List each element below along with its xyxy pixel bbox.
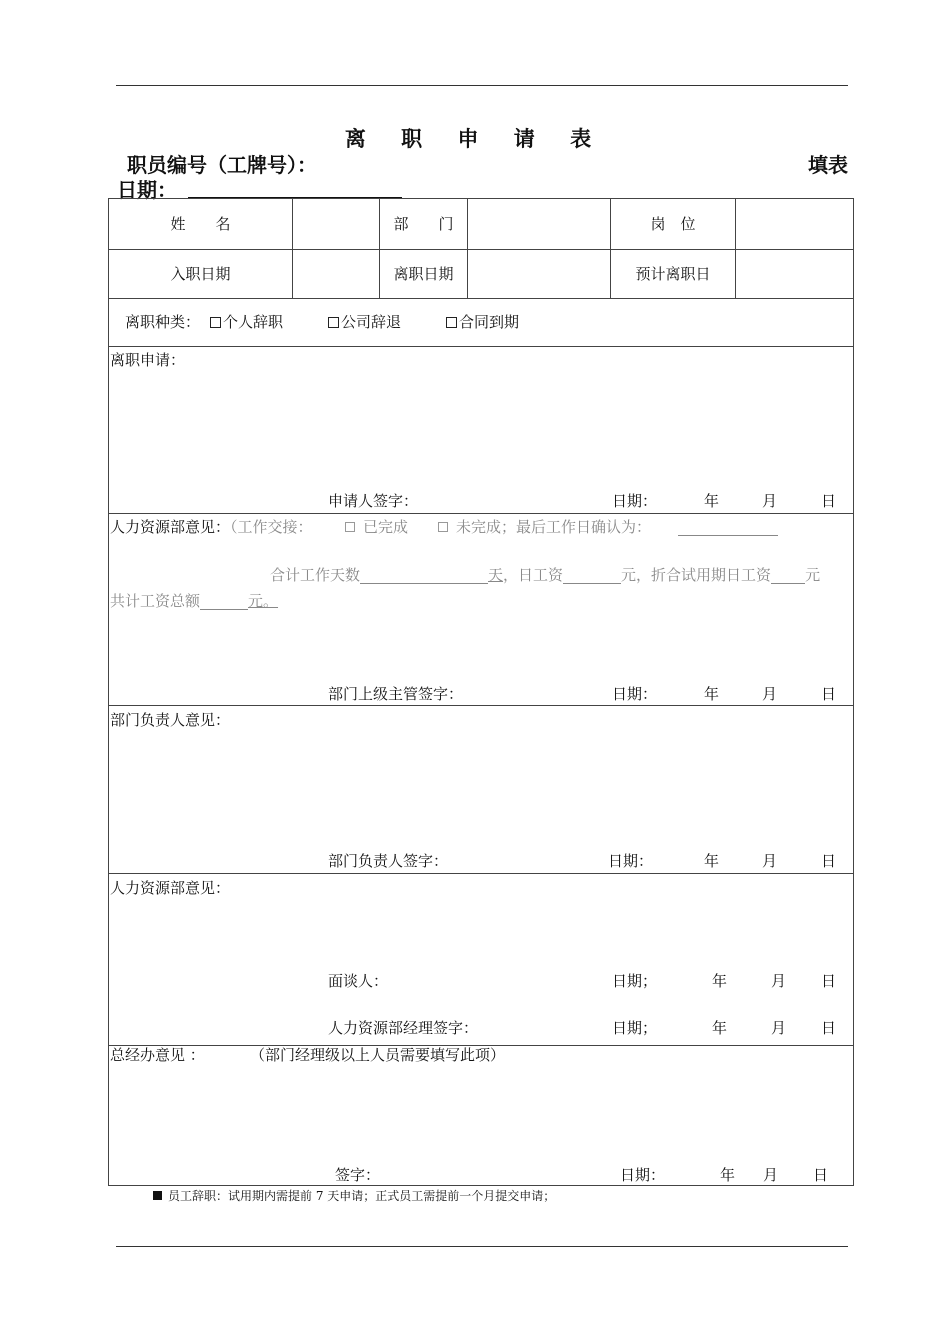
month-label: 月 bbox=[763, 1166, 779, 1184]
leave-type-label: 离职种类： bbox=[125, 313, 201, 331]
supervisor-sign-label: 部门上级主管签字： bbox=[328, 685, 464, 703]
date-label: 日期： bbox=[608, 852, 654, 870]
fill-date-label-part2: 日期： bbox=[117, 178, 177, 202]
handover-not-done-option[interactable]: 未完成；最后工作日确认为： bbox=[438, 518, 651, 536]
gm-opinion-note: （部门经理级以上人员需要填写此项） bbox=[250, 1046, 506, 1064]
application-field[interactable] bbox=[110, 370, 852, 490]
row-divider bbox=[108, 705, 854, 706]
checkbox-icon[interactable] bbox=[446, 317, 457, 328]
dept-head-field[interactable] bbox=[110, 730, 852, 845]
employee-no-label: 职员编号（工牌号）： bbox=[127, 153, 317, 177]
date-label: 日期： bbox=[612, 492, 658, 510]
date-label: 日期； bbox=[612, 972, 658, 990]
year-label: 年 bbox=[704, 492, 720, 510]
month-label: 月 bbox=[762, 685, 778, 703]
year-label: 年 bbox=[712, 1019, 728, 1037]
year-label: 年 bbox=[720, 1166, 736, 1184]
checkbox-icon[interactable] bbox=[328, 317, 339, 328]
position-field[interactable] bbox=[736, 200, 853, 248]
total-wage-field[interactable] bbox=[200, 592, 248, 610]
join-date-label: 入职日期 bbox=[170, 265, 231, 283]
year-label: 年 bbox=[704, 852, 720, 870]
position-label: 岗 位 bbox=[650, 215, 696, 233]
work-days-line: 合计工作天数 天，日工资 元，折合试用期日工资 元 bbox=[270, 566, 821, 584]
dept-field[interactable] bbox=[468, 200, 610, 248]
leave-type-option-contract-end[interactable]: 合同到期 bbox=[446, 313, 519, 331]
col-divider bbox=[610, 198, 611, 298]
gm-opinion-label: 总经办意见 ： bbox=[110, 1046, 205, 1064]
year-label: 年 bbox=[712, 972, 728, 990]
dept-head-sign-label: 部门负责人签字： bbox=[328, 852, 449, 870]
col-divider bbox=[379, 198, 380, 298]
leave-type-option-dismiss[interactable]: 公司辞退 bbox=[328, 313, 401, 331]
hr-section-label: 人力资源部意见：（工作交接： bbox=[110, 518, 313, 536]
year-label: 年 bbox=[704, 685, 720, 703]
expected-leave-label: 预计离职日 bbox=[635, 265, 711, 283]
header-rule bbox=[116, 85, 848, 86]
square-bullet-icon bbox=[153, 1191, 162, 1200]
checkbox-icon[interactable] bbox=[345, 522, 355, 532]
day-label: 日 bbox=[821, 852, 837, 870]
total-wage-line: 共计工资总额 元。 bbox=[110, 592, 279, 610]
gm-opinion-field[interactable] bbox=[110, 1066, 852, 1156]
row-divider bbox=[108, 513, 854, 514]
work-days-field[interactable] bbox=[360, 566, 488, 584]
fill-date-label-part1: 填表 bbox=[808, 153, 848, 177]
applicant-sign-label: 申请人签字： bbox=[328, 492, 419, 510]
day-label: 日 bbox=[821, 492, 837, 510]
footer-rule bbox=[116, 1246, 848, 1247]
handover-done-option[interactable]: 已完成 bbox=[345, 518, 408, 536]
date-label: 日期： bbox=[620, 1166, 666, 1184]
day-label: 日 bbox=[821, 1019, 837, 1037]
checkbox-icon[interactable] bbox=[438, 522, 448, 532]
join-date-field[interactable] bbox=[293, 250, 379, 297]
month-label: 月 bbox=[771, 1019, 787, 1037]
name-label: 姓 名 bbox=[170, 215, 231, 233]
leave-date-label: 离职日期 bbox=[393, 265, 454, 283]
hr-opinion-label: 人力资源部意见： bbox=[110, 879, 231, 897]
day-label: 日 bbox=[821, 972, 837, 990]
month-label: 月 bbox=[771, 972, 787, 990]
hr-opinion-field[interactable] bbox=[110, 898, 852, 964]
daily-wage-field[interactable] bbox=[563, 566, 621, 584]
leave-type-option-resign[interactable]: 个人辞职 bbox=[210, 313, 283, 331]
row-divider bbox=[108, 873, 854, 874]
dept-head-label: 部门负责人意见： bbox=[110, 711, 231, 729]
name-field[interactable] bbox=[293, 200, 379, 248]
month-label: 月 bbox=[762, 492, 778, 510]
application-label: 离职申请： bbox=[110, 351, 186, 369]
date-label: 日期： bbox=[612, 685, 658, 703]
footnote: 员工辞职：试用期内需提前 7 天申请；正式员工需提前一个月提交申请； bbox=[153, 1187, 555, 1204]
leave-date-field[interactable] bbox=[468, 250, 610, 297]
hr-manager-sign-label: 人力资源部经理签字： bbox=[328, 1019, 479, 1037]
interviewer-label: 面谈人： bbox=[328, 972, 389, 990]
day-label: 日 bbox=[813, 1166, 829, 1184]
form-title: 离 职 申 请 表 bbox=[344, 126, 606, 151]
date-label: 日期； bbox=[612, 1019, 658, 1037]
row-divider bbox=[108, 346, 854, 347]
trial-daily-wage-field[interactable] bbox=[771, 566, 805, 584]
row-divider bbox=[108, 298, 854, 299]
dept-label: 部 门 bbox=[393, 215, 454, 233]
expected-leave-field[interactable] bbox=[736, 250, 853, 297]
day-label: 日 bbox=[821, 685, 837, 703]
checkbox-icon[interactable] bbox=[210, 317, 221, 328]
last-workday-field[interactable] bbox=[678, 518, 778, 536]
month-label: 月 bbox=[762, 852, 778, 870]
gm-sign-label: 签字： bbox=[335, 1166, 381, 1184]
